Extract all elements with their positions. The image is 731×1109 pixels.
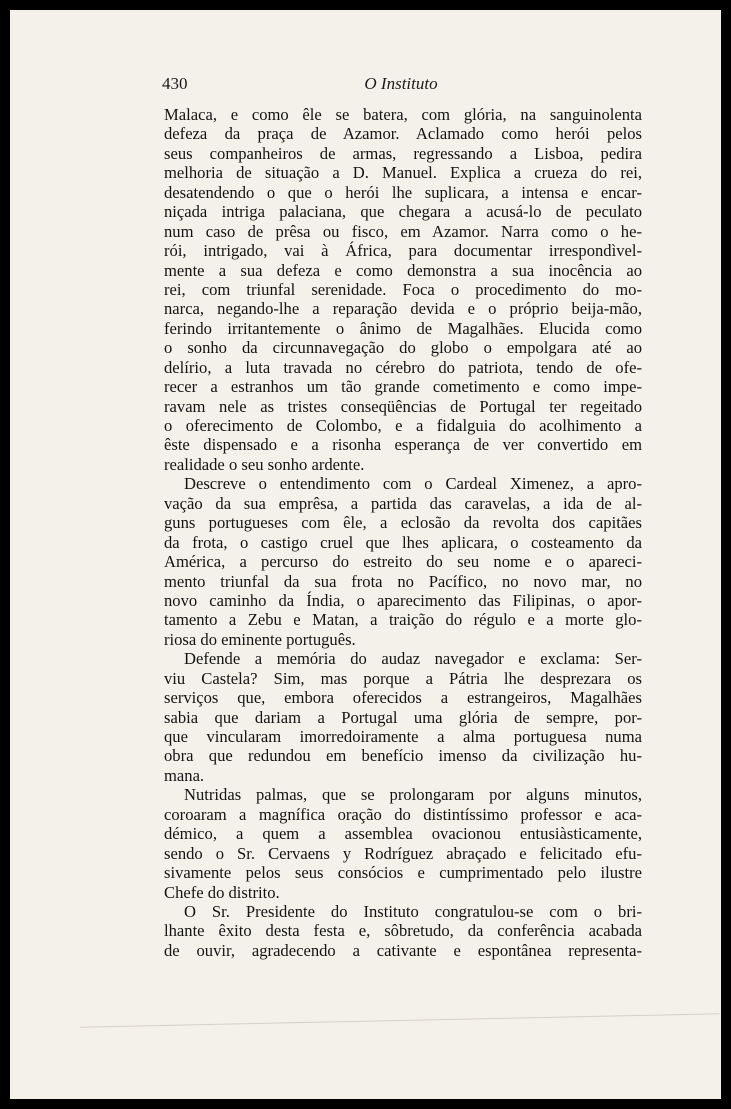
text-line: novo caminho da Índia, o aparecimento das Filipinas, o apor- [164,590,642,610]
scanned-page [10,10,721,1099]
text-line: mente a sua defeza e como demonstra a sua inocência ao [164,260,642,280]
text-line: seus companheiros de armas, regressando a Lisboa, pedira [164,143,642,163]
text-line: sivamente pelos seus consócios e cumprimentado pelo ilustre [164,863,642,883]
text-line: Malaca, e como êle se batera, com glória, na sanguinolenta [164,105,642,124]
text-line: démico, a quem a assemblea ovacionou entusiàsticamente, [164,824,642,844]
text-line: Descreve o entendimento com o Cardeal Ximenez, a apro- [184,474,642,494]
text-line: obra que redundou em benefício imenso da civilização hu- [164,746,642,766]
text-line: de ouvir, agradecendo a cativante e espontânea representa- [164,940,642,960]
text-line: desatendendo o que o herói lhe suplicara, a intensa e encar- [164,182,642,202]
text-line: ferindo irritantemente o ânimo de Magalhães. Elucida como [164,318,642,338]
paper-scuff [80,1013,721,1057]
text-line: vação da sua emprêsa, a partida das caravelas, a ida de al- [164,493,642,513]
text-line: América, a percurso do estreito do seu nome e o apareci- [164,552,642,572]
text-line: que vincularam imorredoiramente a alma portuguesa numa [164,727,642,746]
text-line: recer a estranhos um tão grande cometimento e como impe- [164,377,642,397]
text-line: ravam nele as tristes conseqüências de Portugal ter regeitado [164,396,642,416]
page-header [162,74,640,98]
text-line: êste dispensado e a risonha esperança de ver convertido em [164,435,642,455]
text-line: viu Castela? Sim, mas porque a Pátria lhe desprezara os [164,668,642,688]
text-line: riosa do eminente português. [164,629,356,649]
text-line: delírio, a luta travada no cérebro do patriota, tendo de ofe- [164,357,642,377]
text-line: narca, negando-lhe a reparação devida e o próprio beija-mão, [164,299,642,319]
text-line: rói, intrigado, vai à África, para documentar irrespondìvel- [164,241,642,261]
text-line: mento triunfal da sua frota no Pacífico, no novo mar, no [164,571,642,591]
text-line: lhante êxito desta festa e, sôbretudo, da conferência acabada [164,921,642,941]
text-line: Chefe do distrito. [164,882,280,902]
text-line: o oferecimento de Colombo, e a fidalguia do acolhimento a [164,416,642,435]
text-line: defeza da praça de Azamor. Aclamado como herói pelos [164,124,642,144]
text-line: niçada intriga palaciana, que chegara a acusá-lo de peculato [164,202,642,222]
text-line: rei, com triunfal serenidade. Foca o procedimento do mo- [164,279,642,299]
text-line: sabia que dariam a Portugal uma glória de sempre, por- [164,707,642,727]
text-line: o sonho da circunnavegação do globo o empolgara até ao [164,338,642,358]
running-title: O Instituto [364,74,438,93]
body-text [164,105,642,960]
text-line: realidade o seu sonho ardente. [164,454,365,474]
text-line: guns portugueses com êle, a eclosão da revolta dos capitães [164,513,642,533]
text-line: Defende a memória do audaz navegador e exclama: Ser- [184,649,642,669]
text-line: num caso de prêsa ou fisco, em Azamor. Narra como o he- [164,221,642,241]
text-line: sendo o Sr. Cervaens y Rodríguez abraçado e felicitado efu- [164,843,642,863]
text-line: coroaram a magnífica oração do distintíssimo professor e aca- [164,804,642,824]
text-line: tamento a Zebu e Matan, a traição do régulo e a morte glo- [164,610,642,630]
text-line: Nutridas palmas, que se prolongaram por alguns minutos, [184,785,642,805]
text-line: serviços que, embora oferecidos a estrangeiros, Magalhães [164,688,642,708]
text-line: mana. [164,765,205,785]
page-number: 430 [162,74,188,93]
text-line: melhoria de situação a D. Manuel. Explica a crueza do rei, [164,163,642,183]
text-line: da frota, o castigo cruel que lhes aplicara, o costeamento da [164,532,642,552]
text-line: O Sr. Presidente do Instituto congratulou-se com o bri- [184,901,642,921]
